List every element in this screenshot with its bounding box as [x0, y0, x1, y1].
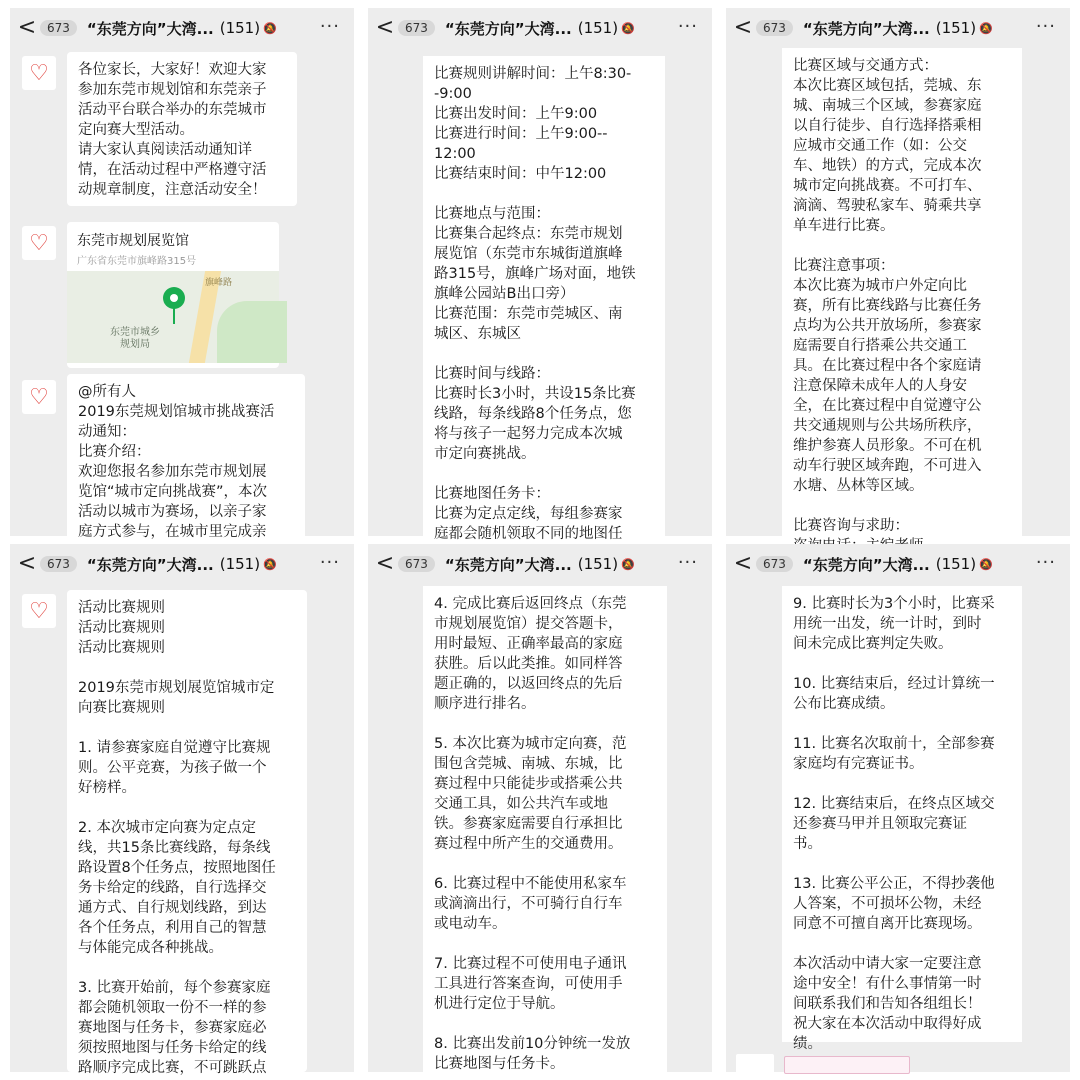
heart-avatar-icon[interactable]: ♡ [22, 380, 56, 414]
thumbnail-icon [736, 1054, 774, 1074]
member-count: (151) [219, 19, 261, 37]
unread-badge: 673 [756, 556, 793, 572]
more-options-icon[interactable]: ··· [319, 552, 340, 573]
more-options-icon[interactable]: ··· [677, 552, 698, 573]
chat-body [10, 584, 354, 1076]
more-options-icon[interactable]: ··· [1035, 16, 1056, 37]
location-card[interactable] [67, 222, 279, 368]
location-address: 广东省东莞市旗峰路315号 [77, 256, 197, 267]
chat-header [368, 544, 712, 584]
chat-body [368, 584, 712, 1072]
message-bubble: 各位家长，大家好！欢迎大家 参加东莞市规划馆和东莞亲子 活动平台联合举办的东莞城市 定向赛大型活动。 请大家认真阅读活动通知详 情，在活动过程中严格遵守活 动规章制度，注意活动安全！ [67, 52, 297, 206]
map-road-label: 旗峰路 [205, 278, 233, 288]
chat-header [726, 8, 1070, 48]
back-icon[interactable]: < [733, 551, 753, 576]
location-name: 东莞市规划展览馆 [77, 233, 189, 249]
back-icon[interactable]: < [375, 551, 395, 576]
message-bubble: 比赛区域与交通方式： 本次比赛区域包括，莞城、东 城、南城三个区域，参赛家庭 以自行徒步、自行选择搭乘相 应城市交通工作（如：公交 车、地铁）的方式，完成本次 城市定向挑战赛。不可打车、 滴滴、驾驶私家车、骑乘共享 单车进行比赛。 比赛注意事项： 本次比赛为城市户外定向比 赛，所有比赛线路与比赛任务 点均为公共开放场所，参赛家 庭需要自行搭乘公共交通工 具。在比赛过程中各个家庭请 注意保障未成年人的人身安 全，在比赛过程中自觉遵守公 共交通规则与公共场所秩序， 维护参赛人员形象。不可在机 动车行驶区域奔跑，不可进入 水塘、丛林等区域。 比赛咨询与求助： [782, 48, 1022, 536]
chat-title: “东莞方向”大湾... [802, 19, 930, 38]
chat-title: “东莞方向”大湾... [444, 19, 572, 38]
image-preview-thumbnail[interactable] [784, 1056, 910, 1074]
unread-badge: 673 [40, 20, 77, 36]
message-bubble: 比赛规则讲解时间：上午8:30- -9:00 比赛出发时间：上午9:00 比赛进行时间：上午9:00-- 12:00 比赛结束时间：中午12:00 比赛地点与范围： 比赛集合起终点：东莞市规划 展览馆（东莞市东城街道旗峰 路315号，旗峰广场对面，地铁 旗峰公园站B出口旁） 比赛范围：东莞市莞城区、南 城区、东城区 比赛时间与线路： 比赛时长3小时，共设15条比赛 线路，每条线路8个任务点，您 将与孩子一起努力完成本次城 市定向赛挑战。 比赛地图任务卡： 比赛为定点定线，每组参赛家 庭都会随机领取不同的地图任 [423, 56, 665, 536]
back-icon[interactable]: < [375, 15, 395, 40]
chat-panel-5 [368, 544, 712, 1072]
chat-panel-6 [726, 544, 1070, 1072]
muted-bell-icon: 🔕 [979, 21, 993, 35]
map-preview [67, 271, 279, 363]
muted-bell-icon: 🔕 [621, 557, 635, 571]
member-count: (151) [219, 555, 261, 573]
chat-body [726, 584, 1070, 1072]
muted-bell-icon: 🔕 [263, 21, 277, 35]
message-bubble: 4. 完成比赛后返回终点（东莞 市规划展览馆）提交答题卡， 用时最短、正确率最高的家庭 获胜。后以此类推。如同样答 题正确的，以返回终点的先后 顺序进行排名。 5. 本次比赛为城市定向赛，范 围包含莞城、南城、东城，比 赛过程中只能徒步或搭乘公共 交通工具，如公共汽车或地 铁。参赛家庭需要自行承担比 赛过程中所产生的交通费用。 6. 比赛过程中不能使用私家车 或滴滴出行，不可骑行自行车 或电动车。 7. 比赛过程不可使用电子通讯 工具进行答案查询，可使用手 机进行定位于导航。 8. 比赛出发前10分钟统一发放 比赛地图与任务卡。 [423, 586, 667, 1072]
map-place-label: 东莞市城乡 规划局 [110, 327, 160, 350]
member-count: (151) [935, 19, 977, 37]
more-options-icon[interactable]: ··· [319, 16, 340, 37]
chat-body [368, 48, 712, 542]
back-icon[interactable]: < [733, 15, 753, 40]
member-count: (151) [577, 19, 619, 37]
message-bubble: 活动比赛规则 活动比赛规则 活动比赛规则 2019东莞市规划展览馆城市定 向赛比赛规则 1. 请参赛家庭自觉遵守比赛规 则。公平竞赛，为孩子做一个 好榜样。 2. 本次城市定向赛为定点定 线，共15条比赛线路，每条线 路设置8个任务点，按照地图任 务卡给定的线路，自行选择交 通方式、自行规划线路，到达 各个任务点，利用自己的智慧 与体能完成各种挑战。 3. 比赛开始前，每个参赛家庭 都会随机领取一份不一样的参 赛地图与任务卡，参赛家庭必 须按照地图与任务卡给定的线 路顺序完成比赛，不可跳跃点 [67, 590, 307, 1072]
chat-title: “东莞方向”大湾... [802, 555, 930, 574]
chat-header [10, 544, 354, 584]
chat-title: “东莞方向”大湾... [86, 19, 214, 38]
chat-body [726, 48, 1070, 536]
member-count: (151) [935, 555, 977, 573]
muted-bell-icon: 🔕 [621, 21, 635, 35]
chat-body [10, 48, 354, 540]
member-count: (151) [577, 555, 619, 573]
chat-panel-4 [10, 544, 354, 1076]
heart-avatar-icon[interactable]: ♡ [22, 594, 56, 628]
map-park [217, 301, 287, 363]
chat-title: “东莞方向”大湾... [444, 555, 572, 574]
location-pin-dot [170, 294, 178, 302]
chat-panel-3 [726, 8, 1070, 536]
chat-header [10, 8, 354, 48]
unread-badge: 673 [756, 20, 793, 36]
heart-avatar-icon[interactable]: ♡ [22, 226, 56, 260]
unread-badge: 673 [398, 20, 435, 36]
chat-header [726, 544, 1070, 584]
chat-panel-1 [10, 8, 354, 540]
chat-header [368, 8, 712, 48]
unread-badge: 673 [398, 556, 435, 572]
heart-avatar-icon[interactable]: ♡ [22, 56, 56, 90]
chat-title: “东莞方向”大湾... [86, 555, 214, 574]
message-bubble: @所有人 2019东莞规划馆城市挑战赛活 动通知： 比赛介绍： 欢迎您报名参加东莞市规划展 览馆“城市定向挑战赛”，本次 活动以城市为赛场，以亲子家 庭方式参与，在城市里完成亲 [67, 374, 305, 544]
unread-badge: 673 [40, 556, 77, 572]
location-pin-stem [173, 308, 175, 324]
muted-bell-icon: 🔕 [263, 557, 277, 571]
back-icon[interactable]: < [17, 15, 37, 40]
back-icon[interactable]: < [17, 551, 37, 576]
more-options-icon[interactable]: ··· [677, 16, 698, 37]
muted-bell-icon: 🔕 [979, 557, 993, 571]
message-bubble: 9. 比赛时长为3个小时，比赛采 用统一出发，统一计时，到时 间未完成比赛判定失败。 10. 比赛结束后，经过计算统一 公布比赛成绩。 11. 比赛名次取前十，全部参赛 家庭均有完赛证书。 12. 比赛结束后，在终点区域交 还参赛马甲并且领取完赛证 书。 13. 比赛公平公正，不得抄袭他 人答案，不可损坏公物，未经 同意不可擅自离开比赛现场。 本次活动中请大家一定要注意 途中安全！有什么事情第一时 间联系我们和告知各组组长！ 祝大家在本次活动中取得好成 绩。 [782, 586, 1022, 1042]
more-options-icon[interactable]: ··· [1035, 552, 1056, 573]
chat-panel-2 [368, 8, 712, 542]
